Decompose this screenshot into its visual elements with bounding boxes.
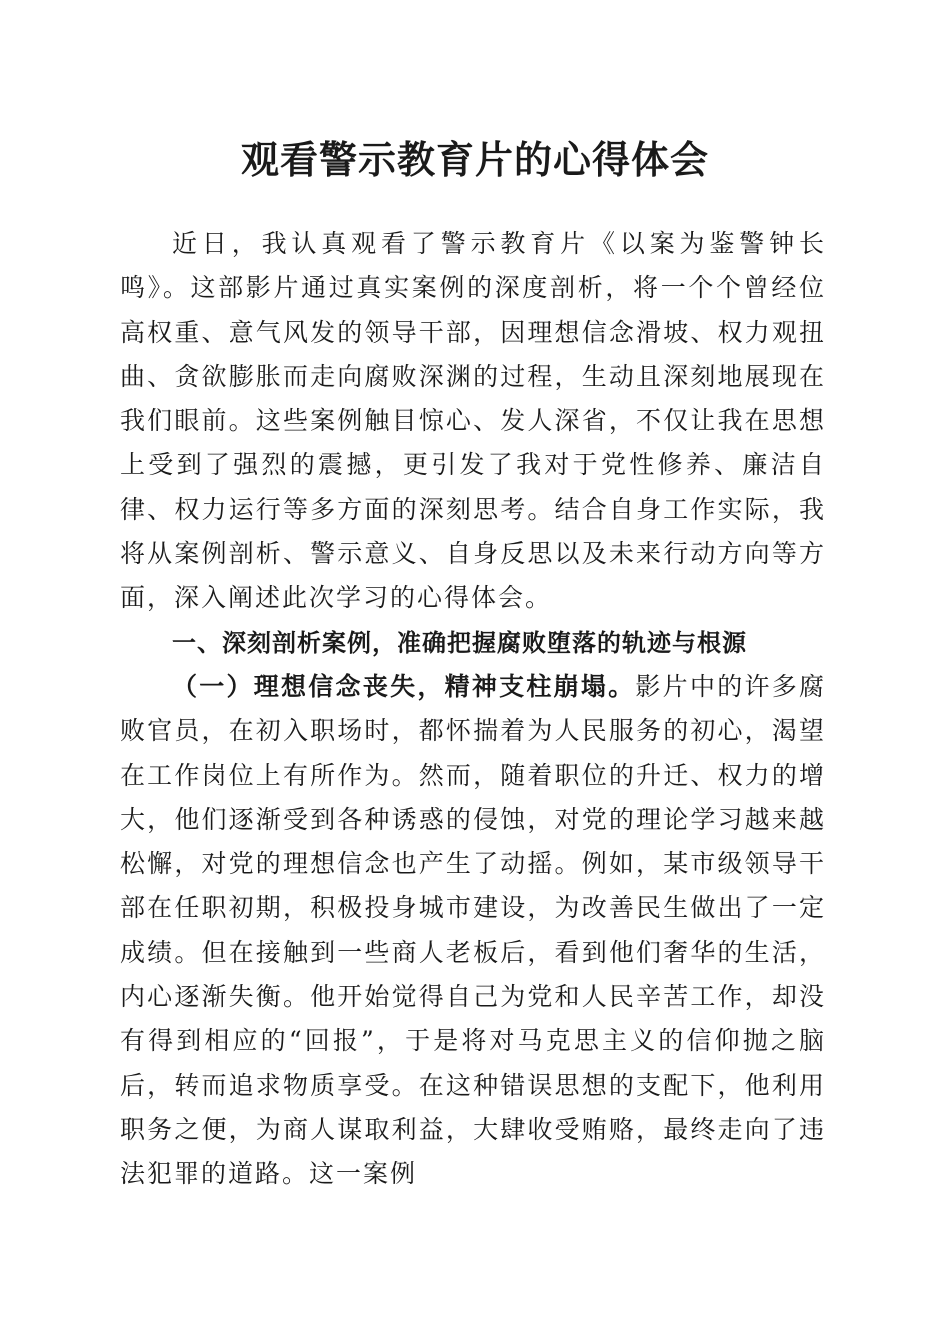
document-title: 观看警示教育片的心得体会: [240, 137, 709, 182]
subsection-lead: （一）理想信念丧失，精神支柱崩塌。: [172, 671, 636, 701]
document-body: [120, 222, 826, 1197]
subsection-paragraph: [120, 665, 826, 1197]
section-heading: 一、深刻剖析案例，准确把握腐败堕落的轨迹与根源: [172, 628, 747, 657]
intro-paragraph: 近日，我认真观看了警示教育片《以案为鉴警钟长鸣》。这部影片通过真实案例的深度剖析，将一个个曾经位高权重、意气风发的领导干部，因理想信念滑坡、权力观扭曲、贪欲膨胀而走向腐败深渊的过程，生动且深刻地展现在我们眼前。这些案例触目惊心、发人深省，不仅让我在思想上受到了强烈的震撼，更引发了我对于党性修养、廉洁自律、权力运行等多方面的深刻思考。结合自身工作实际，我将从案例剖析、警示意义、自身反思以及未来行动方向等方面，深入阐述此次学习的心得体会。: [120, 229, 826, 613]
subsection-body: 影片中的许多腐败官员，在初入职场时，都怀揣着为人民服务的初心，渴望在工作岗位上有所作为。然而，随着职位的升迁、权力的增大，他们逐渐受到各种诱惑的侵蚀，对党的理论学习越来越松懈，对党的理想信念也产生了动摇。例如，某市级领导干部在任职初期，积极投身城市建设，为改善民生做出了一定成绩。但在接触到一些商人老板后，看到他们奢华的生活，内心逐渐失衡。他开始觉得自己为党和人民辛苦工作，却没有得到相应的“回报”，于是将对马克思主义的信仰抛之脑后，转而追求物质享受。在这种错误思想的支配下，他利用职务之便，为商人谋取利益，大肆收受贿赂，最终走向了违法犯罪的道路。这一案例: [120, 671, 826, 1189]
